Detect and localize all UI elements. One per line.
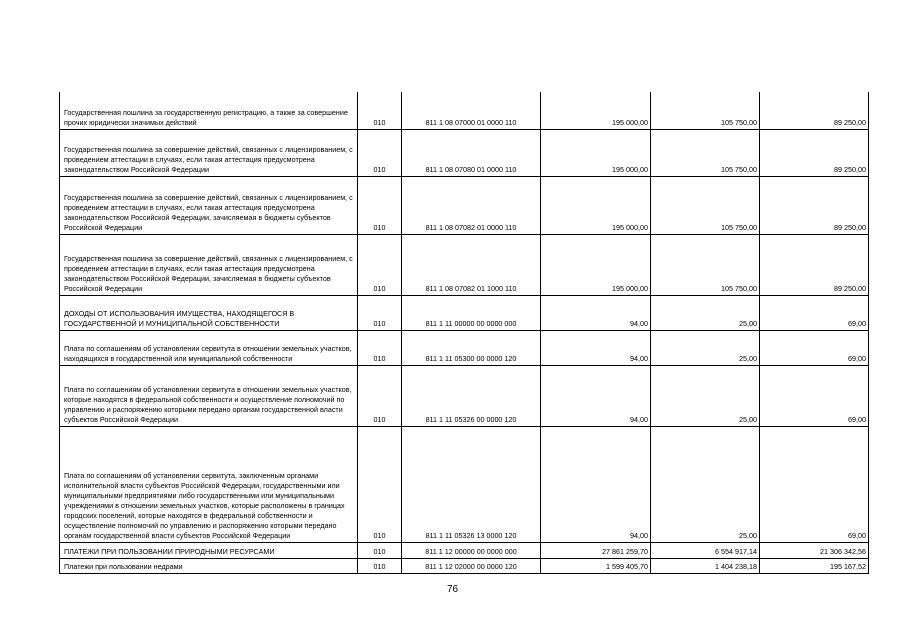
row-name: Плата по соглашениям об установлении сервитута, заключенным органами исполнительной власти субъектов Российской Федерации, государственными или муниципальными предприятиями либо государственными или муниципальными учреждениями в отношении земельных участков, которые расположены в границах городских поселений, которые находятся в федеральной собственности и осуществление полномочий по управлению и распоряжению которыми передано органам государственной власти субъектов Российской Федерации bbox=[60, 426, 358, 542]
row-name: Государственная пошлина за совершение действий, связанных с лицензированием, с проведением аттестации в случаях, если такая аттестация предусмотрена законодательством Российской Федерации bbox=[60, 129, 358, 176]
row-remaining: 89 250,00 bbox=[760, 92, 869, 129]
row-name: Государственная пошлина за совершение действий, связанных с лицензированием, с проведением аттестации в случаях, если такая аттестация предусмотрена законодательством Российской Федерации, зачисляемая в бюджеты субъектов Российской Федерации bbox=[60, 234, 358, 295]
row-executed: 105 750,00 bbox=[651, 176, 760, 234]
row-name: Платежи при пользовании недрами bbox=[60, 558, 358, 573]
row-name: Плата по соглашениям об установлении сервитута в отношении земельных участков, которые находятся в федеральной собственности и осуществление полномочий по управлению и распоряжению которыми передано органам государственной власти субъектов Российской Федерации bbox=[60, 365, 358, 426]
row-executed: 25,00 bbox=[651, 295, 760, 330]
row-remaining: 89 250,00 bbox=[760, 176, 869, 234]
row-plan: 195 000,00 bbox=[541, 176, 651, 234]
row-remaining: 195 167,52 bbox=[760, 558, 869, 573]
table-row bbox=[60, 330, 869, 365]
row-executed: 6 554 917,14 bbox=[651, 542, 760, 558]
row-kbk: 811 1 08 07082 01 0000 110 bbox=[402, 176, 541, 234]
row-kbk: 811 1 11 05300 00 0000 120 bbox=[402, 330, 541, 365]
table-row bbox=[60, 92, 869, 129]
row-line-code: 010 bbox=[358, 295, 402, 330]
row-plan: 94,00 bbox=[541, 426, 651, 542]
row-kbk: 811 1 08 07080 01 0000 110 bbox=[402, 129, 541, 176]
row-line-code: 010 bbox=[358, 558, 402, 573]
row-plan: 195 000,00 bbox=[541, 234, 651, 295]
row-name: ПЛАТЕЖИ ПРИ ПОЛЬЗОВАНИИ ПРИРОДНЫМИ РЕСУРСАМИ bbox=[60, 542, 358, 558]
page-number: 76 bbox=[446, 584, 459, 595]
table-row bbox=[60, 234, 869, 295]
row-kbk: 811 1 11 05326 00 0000 120 bbox=[402, 365, 541, 426]
row-line-code: 010 bbox=[358, 129, 402, 176]
row-line-code: 010 bbox=[358, 176, 402, 234]
row-executed: 105 750,00 bbox=[651, 129, 760, 176]
row-executed: 25,00 bbox=[651, 426, 760, 542]
revenue-table-container bbox=[59, 92, 868, 574]
row-kbk: 811 1 12 00000 00 0000 000 bbox=[402, 542, 541, 558]
row-executed: 25,00 bbox=[651, 330, 760, 365]
row-kbk: 811 1 12 02000 00 0000 120 bbox=[402, 558, 541, 573]
row-plan: 1 599 405,70 bbox=[541, 558, 651, 573]
row-executed: 1 404 238,18 bbox=[651, 558, 760, 573]
row-kbk: 811 1 11 05326 13 0000 120 bbox=[402, 426, 541, 542]
table-row bbox=[60, 558, 869, 573]
row-name: Государственная пошлина за государственную регистрацию, а также за совершение прочих юридически значимых действий bbox=[60, 92, 358, 129]
table-row bbox=[60, 295, 869, 330]
row-executed: 105 750,00 bbox=[651, 92, 760, 129]
table-row bbox=[60, 426, 869, 542]
table-row bbox=[60, 542, 869, 558]
row-line-code: 010 bbox=[358, 330, 402, 365]
table-row bbox=[60, 129, 869, 176]
revenue-table-body bbox=[60, 92, 869, 573]
table-row bbox=[60, 365, 869, 426]
row-plan: 94,00 bbox=[541, 365, 651, 426]
row-kbk: 811 1 11 00000 00 0000 000 bbox=[402, 295, 541, 330]
row-remaining: 89 250,00 bbox=[760, 129, 869, 176]
row-plan: 195 000,00 bbox=[541, 129, 651, 176]
row-remaining: 69,00 bbox=[760, 365, 869, 426]
row-remaining: 69,00 bbox=[760, 295, 869, 330]
revenue-table bbox=[59, 92, 869, 574]
row-kbk: 811 1 08 07000 01 0000 110 bbox=[402, 92, 541, 129]
row-name: Плата по соглашениям об установлении сервитута в отношении земельных участков, находящихся в государственной или муниципальной собственности bbox=[60, 330, 358, 365]
row-executed: 25,00 bbox=[651, 365, 760, 426]
row-plan: 27 861 259,70 bbox=[541, 542, 651, 558]
row-line-code: 010 bbox=[358, 92, 402, 129]
row-line-code: 010 bbox=[358, 365, 402, 426]
row-executed: 105 750,00 bbox=[651, 234, 760, 295]
row-name: Государственная пошлина за совершение действий, связанных с лицензированием, с проведением аттестации в случаях, если такая аттестация предусмотрена законодательством Российской Федерации, зачисляемая в бюджеты субъектов Российской Федерации bbox=[60, 176, 358, 234]
row-name: ДОХОДЫ ОТ ИСПОЛЬЗОВАНИЯ ИМУЩЕСТВА, НАХОДЯЩЕГОСЯ В ГОСУДАРСТВЕННОЙ И МУНИЦИПАЛЬНОЙ СОБСТВЕННОСТИ bbox=[60, 295, 358, 330]
table-row bbox=[60, 176, 869, 234]
row-plan: 195 000,00 bbox=[541, 92, 651, 129]
row-line-code: 010 bbox=[358, 426, 402, 542]
row-plan: 94,00 bbox=[541, 330, 651, 365]
row-line-code: 010 bbox=[358, 542, 402, 558]
row-remaining: 69,00 bbox=[760, 426, 869, 542]
row-line-code: 010 bbox=[358, 234, 402, 295]
row-remaining: 89 250,00 bbox=[760, 234, 869, 295]
row-kbk: 811 1 08 07082 01 1000 110 bbox=[402, 234, 541, 295]
row-remaining: 69,00 bbox=[760, 330, 869, 365]
row-plan: 94,00 bbox=[541, 295, 651, 330]
row-remaining: 21 306 342,56 bbox=[760, 542, 869, 558]
